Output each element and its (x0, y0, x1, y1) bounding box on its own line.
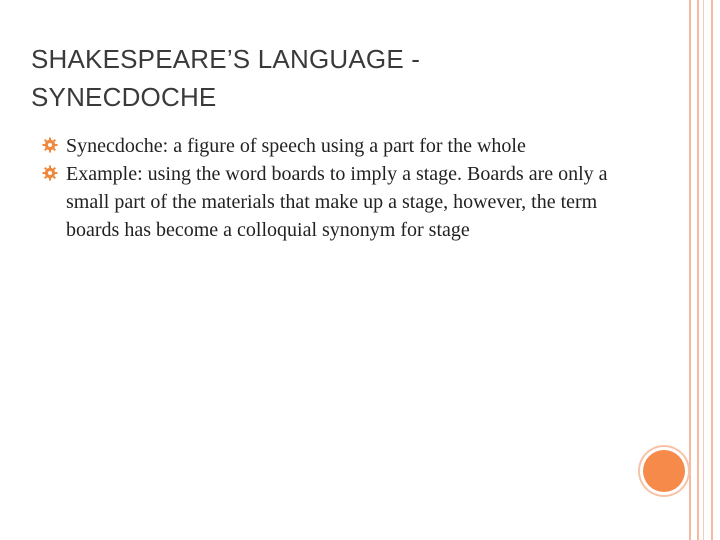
bullet-list (42, 132, 642, 244)
slide-title-line1: SHAKESPEARE’S LANGUAGE - (31, 44, 421, 74)
slide-title-line2: SYNECDOCHE (31, 82, 217, 112)
bullet-item (42, 132, 642, 160)
bullet-text: Example: using the word boards to imply a stage. Boards are only a small part of the materials that make up a stage, however, the term boards has become a colloquial synonym for stage (66, 163, 608, 241)
gear-bullet-icon (42, 165, 58, 181)
decorative-line (703, 0, 704, 540)
decorative-line (689, 0, 691, 540)
gear-bullet-icon (42, 137, 58, 153)
slide-title (31, 40, 651, 116)
decorative-line (711, 0, 713, 540)
decorative-circle (643, 450, 685, 492)
bullet-item (42, 160, 642, 244)
decorative-line (697, 0, 699, 540)
bullet-text: Synecdoche: a figure of speech using a part for the whole (66, 135, 526, 157)
